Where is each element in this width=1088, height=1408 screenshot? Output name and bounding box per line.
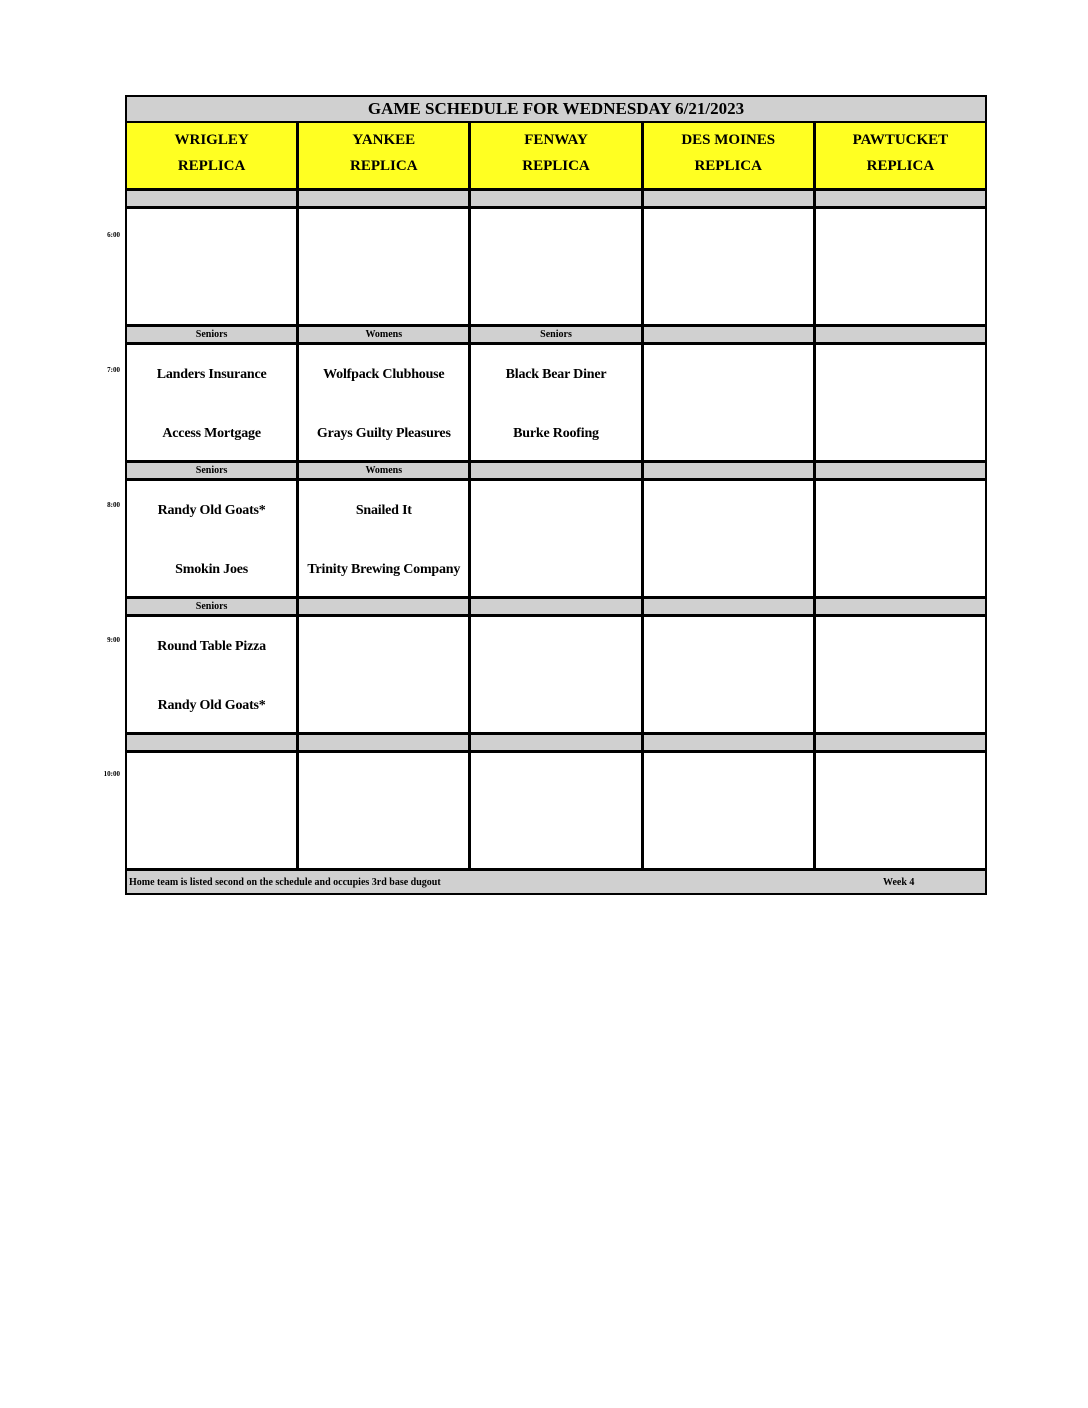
away-team: Snailed It — [355, 503, 412, 518]
home-team — [644, 832, 813, 852]
field-name: YANKEE — [352, 132, 416, 148]
division-row — [127, 599, 985, 617]
division-label — [816, 735, 985, 753]
away-team — [816, 501, 985, 521]
game-cell — [471, 209, 643, 327]
game-cell — [644, 481, 816, 599]
away-team — [816, 773, 985, 793]
home-team — [816, 424, 985, 444]
division-label — [471, 735, 643, 753]
division-row — [127, 191, 985, 209]
division-label — [299, 735, 471, 753]
home-team — [644, 288, 813, 308]
time-label-700: 7:00 — [107, 366, 120, 374]
home-team — [816, 696, 985, 716]
time-label-900: 9:00 — [107, 636, 120, 644]
field-name: FENWAY — [524, 132, 588, 148]
field-header — [816, 123, 985, 191]
division-label — [471, 191, 643, 209]
home-team: Randy Old Goats* — [157, 698, 266, 713]
time-label-1000: 10:00 — [103, 770, 120, 778]
time-slot-row — [127, 345, 985, 463]
game-cell — [471, 617, 643, 735]
division-label — [299, 191, 471, 209]
division-label — [644, 327, 816, 345]
division-label — [644, 599, 816, 617]
home-team — [127, 832, 296, 852]
home-team: Grays Guilty Pleasures — [316, 426, 451, 441]
away-team — [816, 229, 985, 249]
field-header — [299, 123, 471, 191]
division-row — [127, 735, 985, 753]
away-team — [471, 229, 640, 249]
division-label — [299, 599, 471, 617]
away-team: Black Bear Diner — [505, 367, 607, 382]
field-header — [471, 123, 643, 191]
away-team: Landers Insurance — [156, 367, 267, 382]
division-label — [644, 463, 816, 481]
home-team — [471, 696, 640, 716]
away-team — [127, 229, 296, 249]
home-team-note: Home team is listed second on the schedule and occupies 3rd base dugout — [129, 876, 441, 888]
division-label: Seniors — [471, 327, 643, 345]
home-team — [299, 288, 468, 308]
game-cell — [816, 617, 985, 735]
field-subtitle: REPLICA — [350, 158, 418, 174]
division-row — [127, 327, 985, 345]
division-label — [644, 735, 816, 753]
division-label — [471, 599, 643, 617]
home-team: Smokin Joes — [175, 562, 249, 577]
field-name: DES MOINES — [681, 132, 776, 148]
away-team — [471, 773, 640, 793]
away-team: Round Table Pizza — [157, 639, 266, 654]
division-label — [127, 735, 299, 753]
away-team: Randy Old Goats* — [157, 503, 266, 518]
game-cell — [127, 345, 299, 463]
schedule-title: GAME SCHEDULE FOR WEDNESDAY 6/21/2023 — [127, 97, 985, 123]
field-subtitle: REPLICA — [177, 158, 246, 174]
away-team — [644, 501, 813, 521]
game-cell — [471, 481, 643, 599]
home-team: Access Mortgage — [162, 426, 261, 441]
away-team — [644, 365, 813, 385]
home-team — [644, 424, 813, 444]
week-label: Week 4 — [883, 876, 915, 888]
game-cell — [644, 753, 816, 871]
home-team — [299, 832, 468, 852]
time-label-600: 6:00 — [107, 231, 120, 239]
time-slot-row — [127, 209, 985, 327]
game-cell — [644, 209, 816, 327]
home-team — [644, 560, 813, 580]
field-name: WRIGLEY — [174, 132, 249, 148]
field-subtitle: REPLICA — [866, 158, 935, 174]
home-team — [299, 696, 468, 716]
field-header — [127, 123, 299, 191]
away-team — [299, 773, 468, 793]
away-team — [127, 773, 296, 793]
home-team: Burke Roofing — [513, 426, 599, 441]
game-cell — [127, 481, 299, 599]
field-subtitle: REPLICA — [522, 158, 590, 174]
game-cell — [471, 753, 643, 871]
time-slot-row — [127, 753, 985, 871]
game-cell — [299, 345, 471, 463]
game-cell — [299, 209, 471, 327]
division-row — [127, 463, 985, 481]
game-cell — [127, 209, 299, 327]
away-team — [471, 637, 640, 657]
away-team — [471, 501, 640, 521]
time-slot-row — [127, 481, 985, 599]
field-name: PAWTUCKET — [852, 132, 949, 148]
away-team — [644, 637, 813, 657]
game-cell — [299, 617, 471, 735]
home-team — [471, 832, 640, 852]
game-cell — [816, 209, 985, 327]
time-slot-row — [127, 617, 985, 735]
division-label: Seniors — [127, 327, 299, 345]
away-team: Wolfpack Clubhouse — [323, 367, 445, 382]
division-label — [816, 463, 985, 481]
time-label-800: 8:00 — [107, 501, 120, 509]
game-cell — [127, 617, 299, 735]
schedule-table — [125, 95, 987, 895]
away-team — [644, 773, 813, 793]
game-cell — [816, 481, 985, 599]
home-team — [127, 288, 296, 308]
home-team — [644, 696, 813, 716]
field-header-row — [127, 123, 985, 191]
home-team — [816, 288, 985, 308]
away-team — [644, 229, 813, 249]
game-cell — [471, 345, 643, 463]
home-team — [471, 560, 640, 580]
division-label — [471, 463, 643, 481]
away-team — [816, 365, 985, 385]
game-cell — [127, 753, 299, 871]
home-team — [816, 560, 985, 580]
schedule-footer — [127, 871, 985, 893]
home-team — [816, 832, 985, 852]
division-label: Womens — [299, 327, 471, 345]
field-subtitle: REPLICA — [694, 158, 762, 174]
home-team — [471, 288, 640, 308]
home-team: Trinity Brewing Company — [307, 562, 461, 577]
game-cell — [816, 345, 985, 463]
away-team — [299, 637, 468, 657]
division-label: Seniors — [127, 463, 299, 481]
away-team — [816, 637, 985, 657]
division-label — [816, 191, 985, 209]
game-cell — [299, 481, 471, 599]
game-cell — [644, 617, 816, 735]
game-cell — [816, 753, 985, 871]
field-header — [644, 123, 816, 191]
division-label — [127, 191, 299, 209]
division-label — [816, 599, 985, 617]
division-label — [816, 327, 985, 345]
game-cell — [299, 753, 471, 871]
away-team — [299, 229, 468, 249]
division-label: Seniors — [127, 599, 299, 617]
division-label — [644, 191, 816, 209]
game-cell — [644, 345, 816, 463]
division-label: Womens — [299, 463, 471, 481]
